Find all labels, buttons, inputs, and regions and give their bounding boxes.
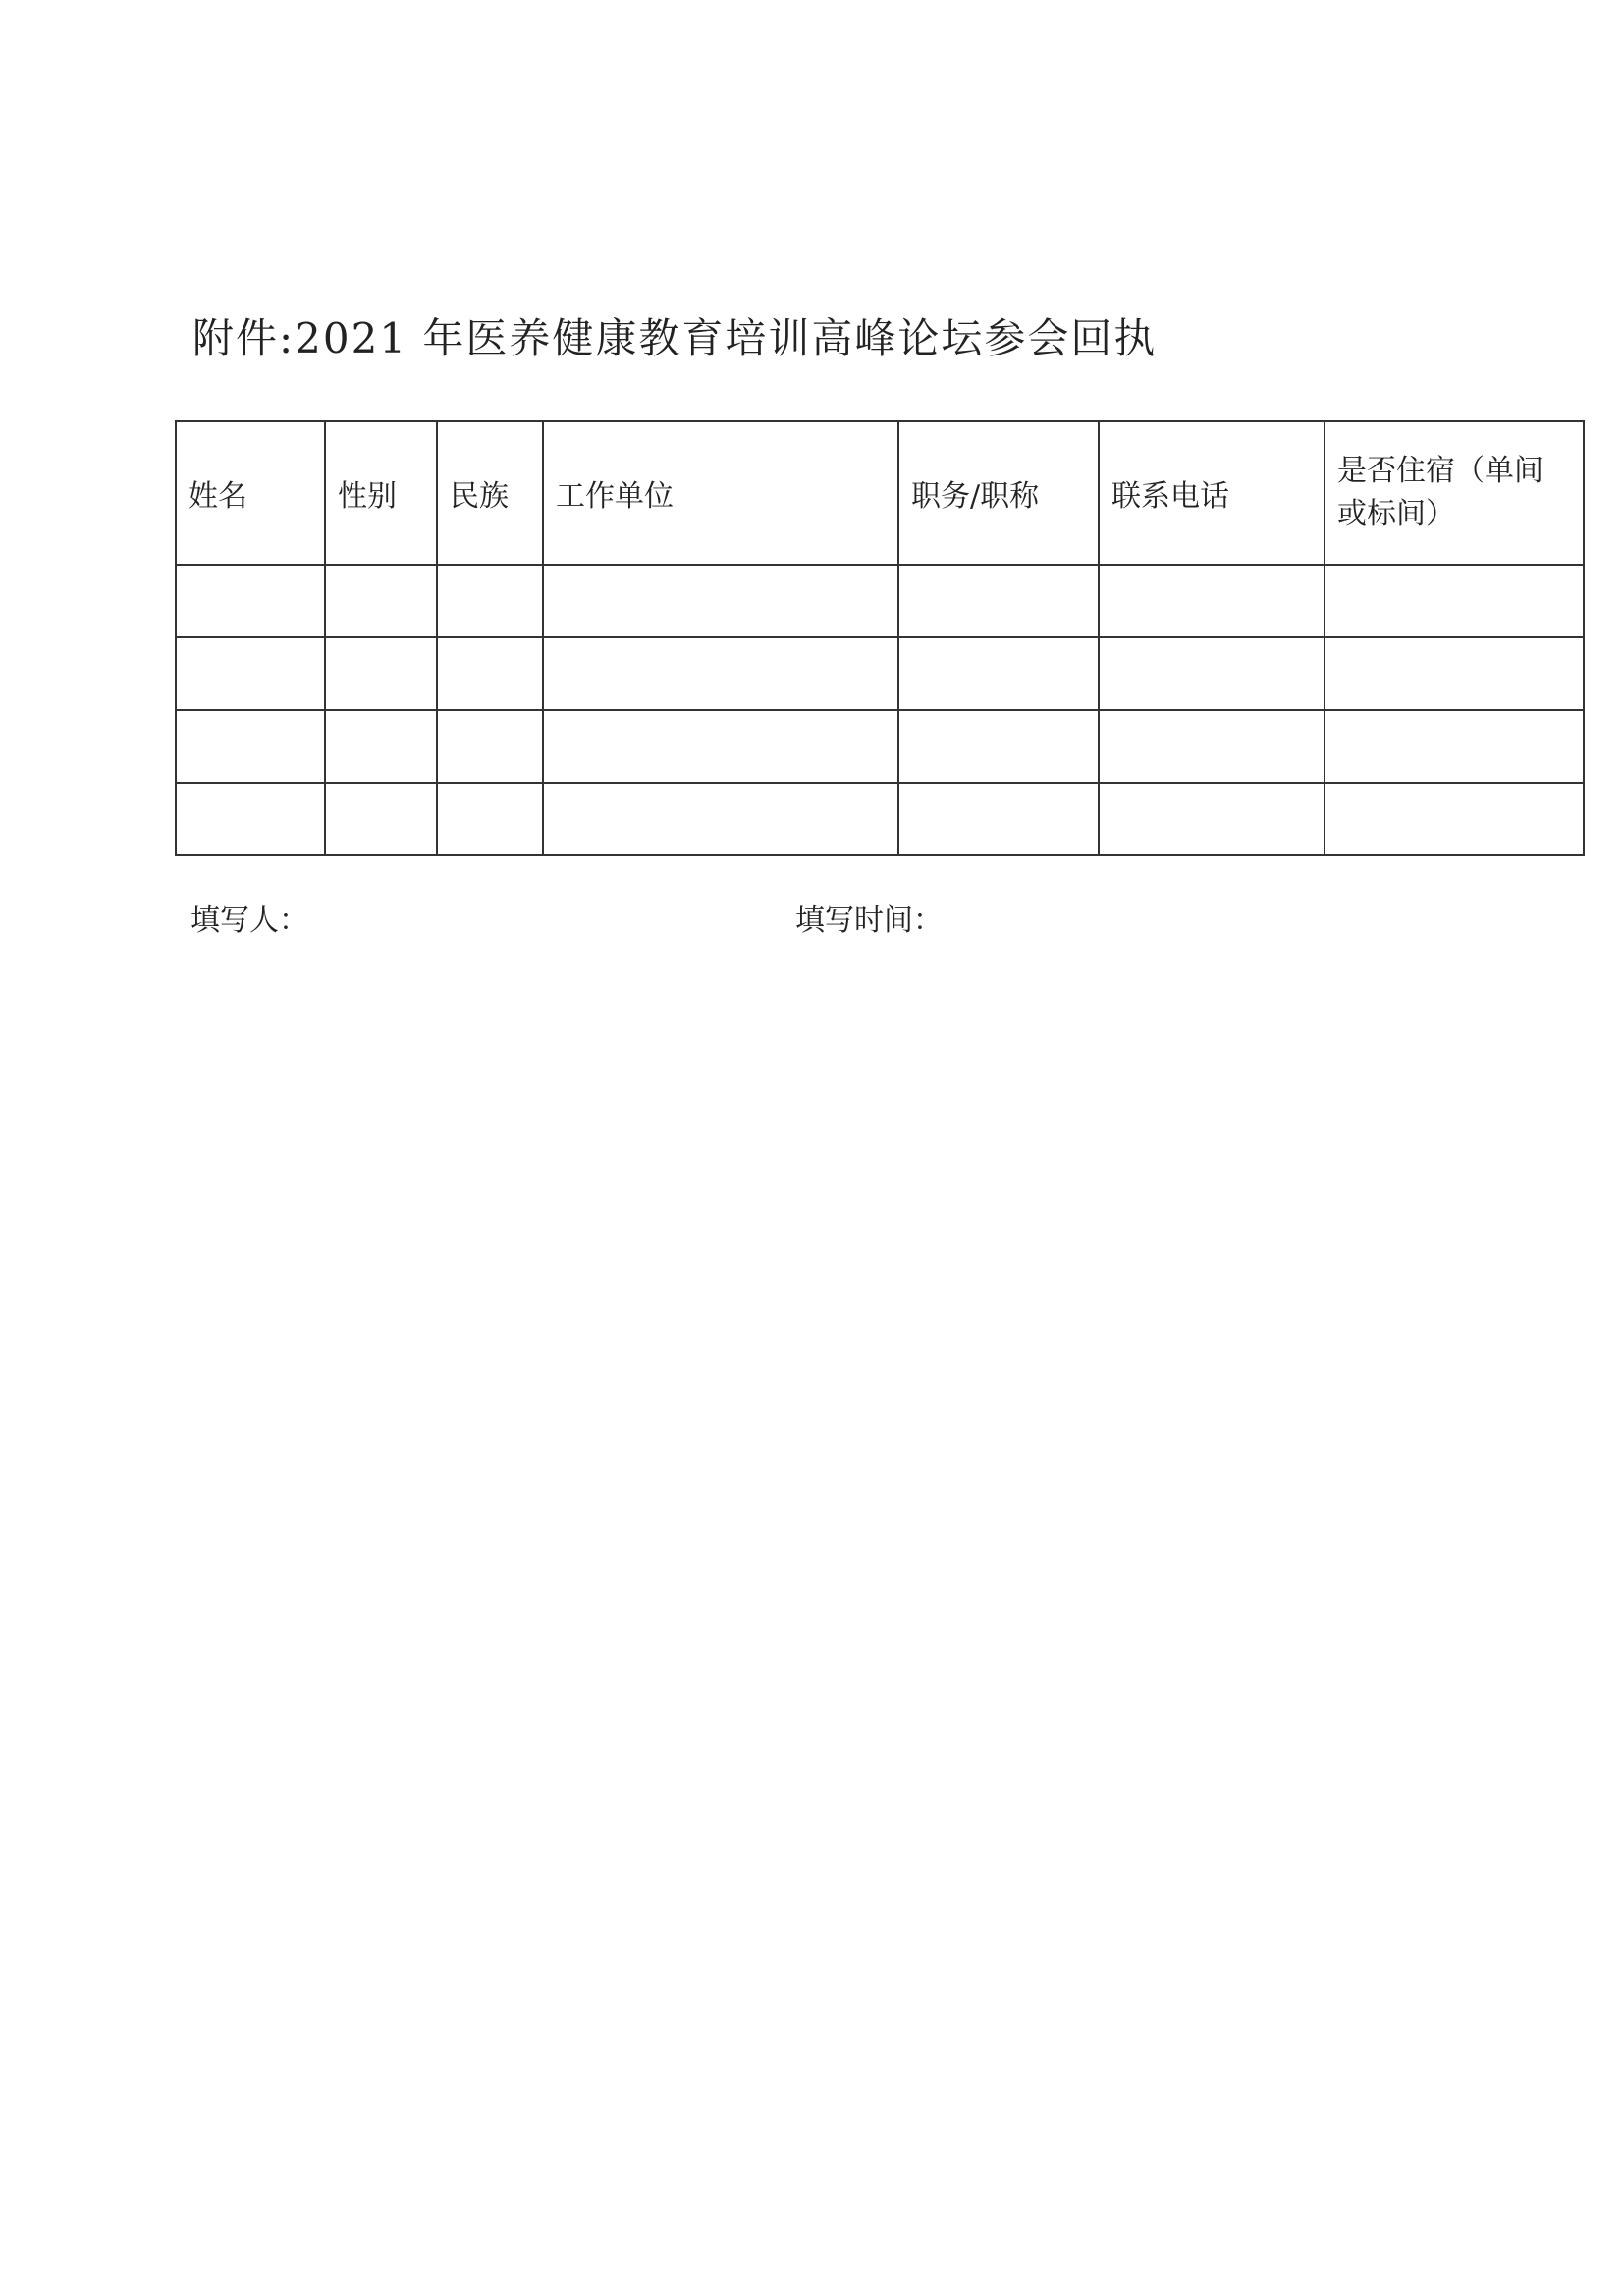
table-cell[interactable] [898, 783, 1099, 855]
table-cell[interactable] [176, 637, 325, 710]
table-cell[interactable] [1099, 637, 1325, 710]
table-header-row [176, 421, 1584, 565]
table-cell[interactable] [437, 710, 543, 783]
table-cell[interactable] [437, 637, 543, 710]
table-cell[interactable] [176, 565, 325, 637]
table-cell[interactable] [325, 565, 437, 637]
table-cell[interactable] [325, 637, 437, 710]
table-cell[interactable] [1325, 783, 1584, 855]
header-name: 姓名 [176, 421, 325, 565]
table-cell[interactable] [543, 637, 898, 710]
table-cell[interactable] [1099, 783, 1325, 855]
table-cell[interactable] [1325, 565, 1584, 637]
table-cell[interactable] [1325, 710, 1584, 783]
table-cell[interactable] [898, 565, 1099, 637]
table-cell[interactable] [1099, 565, 1325, 637]
filler-label: 填写人： [190, 903, 308, 938]
table-cell[interactable] [543, 710, 898, 783]
table-cell[interactable] [176, 710, 325, 783]
table-cell[interactable] [1099, 710, 1325, 783]
table-cell[interactable] [176, 783, 325, 855]
header-gender: 性别 [325, 421, 437, 565]
header-accommodation: 是否住宿（单间或标间） [1325, 421, 1584, 565]
table-cell[interactable] [325, 783, 437, 855]
table-cell[interactable] [543, 783, 898, 855]
table-cell[interactable] [325, 710, 437, 783]
registration-table [175, 420, 1585, 856]
page-title: 附件:2021 年医养健康教育培训高峰论坛参会回执 [192, 314, 1158, 362]
table-cell[interactable] [1325, 637, 1584, 710]
table-row [176, 710, 1584, 783]
header-ethnicity: 民族 [437, 421, 543, 565]
table-cell[interactable] [543, 565, 898, 637]
table-cell[interactable] [437, 783, 543, 855]
table-row [176, 783, 1584, 855]
table-row [176, 565, 1584, 637]
table-row [176, 637, 1584, 710]
table-cell[interactable] [437, 565, 543, 637]
fill-time-label: 填写时间： [795, 903, 943, 938]
header-phone: 联系电话 [1099, 421, 1325, 565]
table-cell[interactable] [898, 710, 1099, 783]
header-work-unit: 工作单位 [543, 421, 898, 565]
header-position-title: 职务/职称 [898, 421, 1099, 565]
table-cell[interactable] [898, 637, 1099, 710]
